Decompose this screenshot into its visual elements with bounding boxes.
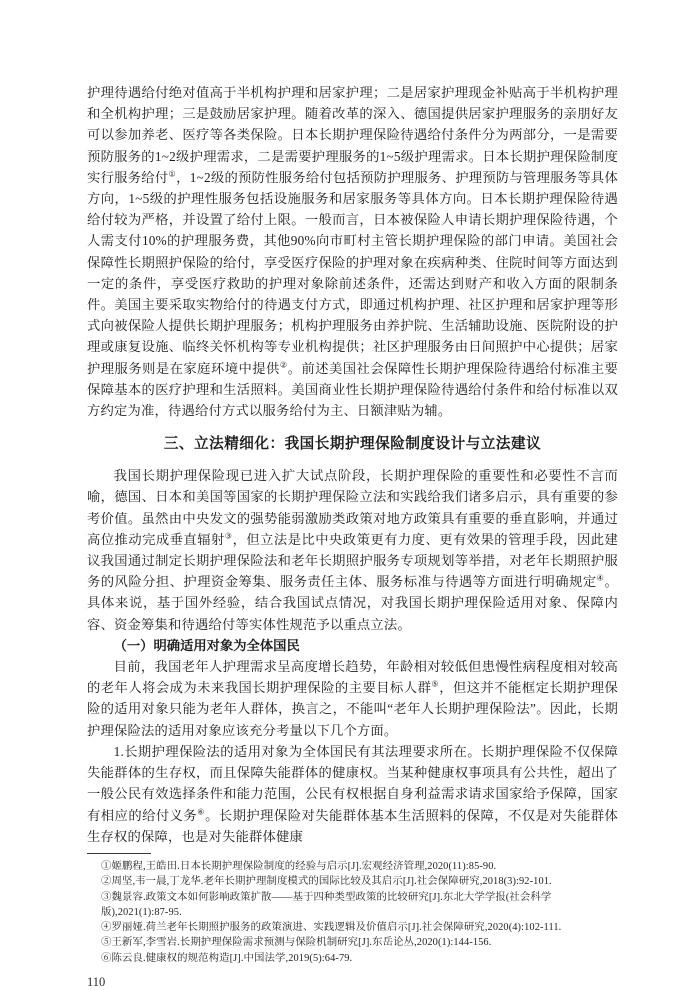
page-number: 110 [87, 974, 106, 989]
subsection-heading: （一）明确适用对象为全体国民 [113, 637, 300, 653]
footnote-5: ⑤王新军,李雪岩.长期护理保险需求预测与保险机制研究[J].东岳论丛,2020(1):144-156. [101, 937, 492, 949]
footnote-separator [87, 853, 151, 854]
footnotes-section [87, 859, 618, 966]
paragraph-legal-basis: 1.长期护理保险法的适用对象为全体国民有其法理要求所在。长期护理保险不仅保障失能群体的生存权，而且保障失能群体的健康权。当某种健康权事项具有公共性，超出了一般公民有效选择条件和能力范围，公民有权根据自身利益需求请求国家给予保障，国家有相应的给付义务⑥。长期护理保险对失能群体基本生活照料的保障，不仅是对失能群体生存权的保障，也是对失能群体健康 [87, 743, 618, 844]
section-heading: 三、立法精细化：我国长期护理保险制度设计与立法建议 [163, 436, 542, 453]
paragraph-target-population: 目前，我国老年人护理需求呈高度增长趋势，年龄相对较低但患慢性病程度相对较高的老年人将会成为未来我国长期护理保险的主要目标人群⑤，但这并不能框定长期护理保险的适用对象只能为老年人群体，换言之，不能叫“老年人长期护理保险法”。因此，长期护理保险法的适用对象应该充分考量以下几个方面。 [87, 659, 618, 738]
paragraph-continuation: 护理待遇给付绝对值高于半机构护理和居家护理；二是居家护理现金补贴高于半机构护理和全机构护理；三是鼓励居家护理。随着改革的深入、德国提供居家护理服务的亲朋好友可以参加养老、医疗等各类保险。日本长期护理保险待遇给付条件分为两部分，一是需要预防服务的1~2级护理需求，二是需要护理服务的1~5级护理需求。日本长期护理保险制度实行服务给付①，1~2级的预防性服务给付包括预防护理服务、护理预防与管理服务等具体方向，1~5级的护理性服务包括设施服务和居家服务等具体方向。日本长期护理保险待遇给付较为严格，并设置了给付上限。一般而言，日本被保险人申请长期护理保险待遇，个人需支付10%的护理服务费，其他90%向市町村主管长期护理保险的部门申请。美国社会保障性长期照护保险的给付，享受医疗保险的护理对象在疾病种类、住院时间等方面达到一定的条件，享受医疗救助的护理对象除前述条件，还需达到财产和收入方面的限制条件。美国主要采取实物给付的待遇支付方式，即通过机构护理、社区护理和居家护理等形式向被保险人提供长期护理服务；机构护理服务由养护院、生活辅助设施、医院附设的护理或康复设施、临终关怀机构等专业机构提供；社区护理服务由日间照护中心提供；居家护理服务则是在家庭环境中提供②。前述美国社会保障性长期护理保险待遇给付标准主要保障基本的医疗护理和生活照料。美国商业性长期护理保险待遇给付条件和给付标准以双方约定为准，待遇给付方式以服务给付为主、日额津贴为辅。 [87, 85, 619, 419]
paragraph-section-intro: 我国长期护理保险现已进入扩大试点阶段，长期护理保险的重要性和必要性不言而喻，德国、日本和美国等国家的长期护理保险立法和实践给我们诸多启示，具有重要的参考价值。虽然由中央发文的强势能弱激励类政策对地方政策具有重要的垂直影响，并通过高位推动完成垂直辐射③，但立法是比中央政策更有力度、更有效果的管理手段，因此建议我国通过制定长期护理保险法和老年长期照护服务专项规划等举措，对老年长期照护服务的风险分担、护理资金筹集、服务责任主体、服务标准与待遇等方面进行明确规定④。具体来说，基于国外经验，结合我国试点情况，对我国长期护理保险适用对象、保障内容、资金筹集和待遇给付等实体性规范予以重点立法。 [87, 468, 618, 632]
text-column [87, 82, 618, 990]
footnote-6: ⑥陈云良.健康权的规范构造[J].中国法学,2019(5):64-79. [101, 952, 353, 964]
footnote-4: ④罗丽娅.荷兰老年长期照护服务的政策演进、实践逻辑及价值启示[J].社会保障研究,2020(4):102-111. [101, 922, 562, 934]
footnote-2: ②周坚,韦一晨,丁龙华.老年长期护理制度模式的国际比较及其启示[J].社会保障研究,2018(3):92-101. [101, 876, 552, 888]
footnote-3: ③魏景容.政策文本如何影响政策扩散——基于四种类型政策的比较研究[J].东北大学学报(社会科学版),2021(1):87-95. [101, 891, 552, 918]
footnote-1: ①姬鹏程,王皓田.日本长期护理保险制度的经验与启示[J].宏观经济管理,2020(11):85-90. [101, 860, 497, 872]
